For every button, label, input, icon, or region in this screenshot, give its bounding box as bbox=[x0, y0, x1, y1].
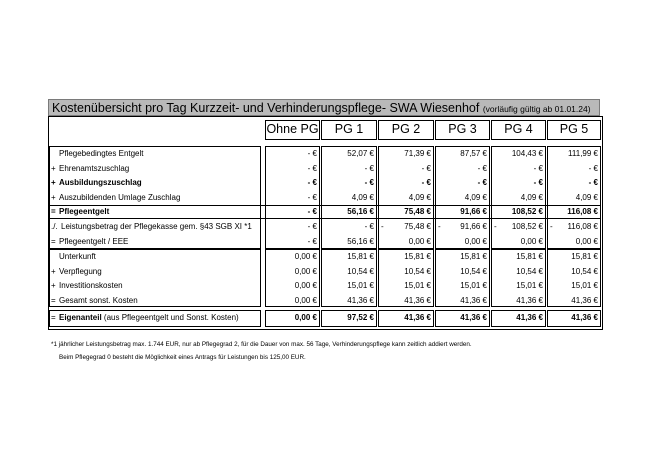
row-operator: + bbox=[51, 178, 56, 188]
value-text: 91,66 € bbox=[460, 207, 487, 217]
table-row bbox=[49, 191, 601, 205]
value-text: 10,54 € bbox=[516, 266, 543, 276]
value-cell bbox=[435, 162, 487, 176]
value-text: - € bbox=[421, 163, 431, 173]
value-text: 111,99 € bbox=[568, 149, 598, 158]
value-cell bbox=[265, 147, 317, 161]
value-cell bbox=[378, 206, 431, 218]
value-cell bbox=[491, 265, 543, 279]
row-label: Pflegebedingtes Entgelt bbox=[59, 149, 144, 158]
value-cell bbox=[378, 235, 431, 249]
table-row bbox=[49, 250, 601, 264]
row-label: Auszubildenden Umlage Zuschlag bbox=[59, 192, 181, 202]
value-cell bbox=[265, 250, 317, 264]
minus-sign: - bbox=[550, 222, 553, 231]
value-cell bbox=[547, 162, 598, 176]
value-text: 15,81 € bbox=[347, 252, 374, 261]
value-cell bbox=[321, 265, 374, 279]
value-cell bbox=[491, 206, 543, 218]
value-cell bbox=[435, 147, 487, 161]
column-header: PG 4 bbox=[491, 120, 546, 140]
value-cell bbox=[547, 250, 598, 264]
column-header: PG 5 bbox=[547, 120, 601, 140]
value-text: 0,00 € bbox=[575, 236, 598, 246]
row-operator: = bbox=[51, 236, 56, 246]
value-cell bbox=[321, 250, 374, 264]
column-header: PG 1 bbox=[321, 120, 377, 140]
table-title bbox=[48, 99, 600, 116]
value-text: - € bbox=[588, 178, 598, 188]
row-label: Gesamt sonst. Kosten bbox=[59, 295, 138, 305]
value-cell bbox=[547, 279, 598, 293]
footnote-2: Beim Pflegegrad 0 besteht die Möglichkeit eines Antrags für Leistungen bis 125,00 EUR. bbox=[59, 354, 306, 361]
value-text: 104,43 € bbox=[511, 149, 543, 158]
value-cell bbox=[321, 206, 374, 218]
value-text: 10,54 € bbox=[404, 266, 431, 276]
table-row bbox=[49, 220, 601, 234]
value-text: 116,08 € bbox=[567, 207, 598, 217]
value-cell bbox=[321, 147, 374, 161]
value-cell bbox=[321, 162, 374, 176]
value-text: 4,09 € bbox=[575, 192, 598, 202]
row-operator: + bbox=[51, 192, 56, 202]
value-text: - € bbox=[364, 178, 374, 188]
value-cell bbox=[491, 250, 543, 264]
value-text: 108,52 € bbox=[511, 207, 543, 217]
value-text: 75,48 € bbox=[404, 207, 431, 217]
value-cell bbox=[321, 279, 374, 293]
value-text: 10,54 € bbox=[571, 266, 598, 276]
row-operator: = bbox=[51, 207, 56, 217]
value-cell bbox=[321, 191, 374, 205]
row-operator: = bbox=[51, 295, 56, 305]
value-text: 0,00 € bbox=[408, 236, 431, 246]
value-cell bbox=[321, 235, 374, 249]
value-cell bbox=[491, 176, 543, 190]
value-text: 0,00 € bbox=[294, 252, 317, 261]
value-text: 4,09 € bbox=[520, 192, 543, 202]
value-cell bbox=[321, 220, 374, 234]
value-cell bbox=[491, 162, 543, 176]
value-cell bbox=[547, 176, 598, 190]
value-text: 75,48 € bbox=[404, 222, 431, 231]
value-text: 15,81 € bbox=[516, 252, 543, 261]
value-cell bbox=[378, 162, 431, 176]
value-cell bbox=[435, 235, 487, 249]
table-row bbox=[49, 279, 601, 293]
value-text: 0,00 € bbox=[294, 281, 317, 291]
title-text: Kostenübersicht pro Tag Kurzzeit- und Verhinderungspflege- SWA Wiesenhof bbox=[52, 101, 480, 115]
row-label: Ausbildungszuschlag bbox=[59, 178, 142, 188]
value-cell bbox=[265, 265, 317, 279]
value-text: - € bbox=[364, 163, 374, 173]
value-text: 15,01 € bbox=[404, 281, 431, 291]
value-text: 15,81 € bbox=[571, 252, 598, 261]
value-cell bbox=[491, 147, 543, 161]
value-cell bbox=[378, 250, 431, 264]
table-row bbox=[49, 162, 601, 176]
value-cell bbox=[435, 265, 487, 279]
value-text: - € bbox=[307, 236, 317, 246]
value-cell bbox=[435, 250, 487, 264]
value-text: 52,07 € bbox=[347, 149, 374, 158]
value-text: - € bbox=[307, 163, 317, 173]
value-text: 4,09 € bbox=[351, 192, 374, 202]
row-operator: + bbox=[51, 163, 56, 173]
value-text: 71,39 € bbox=[404, 149, 431, 158]
column-header: Ohne PG bbox=[265, 120, 320, 140]
footnote-1: *1 jährlicher Leistungsbetrag max. 1.744 EUR, nur ab Pflegegrad 2, für die Dauer von max. 56 Tage, Verhinderungspflege kann zeitlich addiert werden. bbox=[51, 341, 472, 348]
table-row bbox=[49, 265, 601, 279]
total-value-cell: 41,36 € bbox=[516, 313, 543, 322]
value-text: 15,81 € bbox=[460, 252, 487, 261]
value-cell bbox=[547, 191, 598, 205]
value-text: 41,36 € bbox=[347, 295, 374, 305]
value-text: 56,16 € bbox=[347, 236, 374, 246]
value-cell bbox=[547, 206, 598, 218]
value-cell bbox=[321, 176, 374, 190]
value-text: - € bbox=[307, 149, 317, 158]
value-cell bbox=[435, 191, 487, 205]
value-text: 41,36 € bbox=[404, 295, 431, 305]
total-label bbox=[59, 311, 239, 325]
row-operator: = bbox=[51, 313, 56, 322]
total-value-cell: 0,00 € bbox=[294, 313, 317, 322]
value-cell bbox=[435, 279, 487, 293]
value-text: 41,36 € bbox=[460, 295, 487, 305]
value-cell bbox=[491, 235, 543, 249]
value-cell bbox=[547, 220, 598, 234]
value-cell bbox=[265, 162, 317, 176]
value-text: 116,08 € bbox=[567, 222, 598, 231]
value-cell bbox=[321, 294, 374, 308]
table-row bbox=[49, 205, 601, 219]
table-row bbox=[49, 235, 601, 249]
row-label: Verpflegung bbox=[59, 266, 102, 276]
total-value-cell: 97,52 € bbox=[347, 313, 374, 322]
value-cell bbox=[378, 265, 431, 279]
value-cell bbox=[435, 294, 487, 308]
value-text: 15,81 € bbox=[404, 252, 431, 261]
total-label-note: (aus Pflegeentgelt und Sonst. Kosten) bbox=[103, 313, 239, 322]
value-text: 4,09 € bbox=[464, 192, 487, 202]
value-text: 10,54 € bbox=[347, 266, 374, 276]
row-operator: + bbox=[51, 266, 56, 276]
value-cell bbox=[378, 191, 431, 205]
table-row bbox=[49, 294, 601, 308]
value-text: - € bbox=[307, 222, 317, 231]
value-text: - € bbox=[477, 178, 487, 188]
row-label: Pflegeentgelt bbox=[59, 207, 110, 217]
value-cell bbox=[265, 279, 317, 293]
value-text: 0,00 € bbox=[294, 266, 317, 276]
value-cell bbox=[491, 294, 543, 308]
value-cell bbox=[491, 220, 543, 234]
value-cell bbox=[435, 220, 487, 234]
value-text: 4,09 € bbox=[408, 192, 431, 202]
value-text: 0,00 € bbox=[294, 295, 317, 305]
value-text: 10,54 € bbox=[460, 266, 487, 276]
value-text: 108,52 € bbox=[511, 222, 543, 231]
value-text: 91,66 € bbox=[460, 222, 487, 231]
value-text: - € bbox=[533, 163, 543, 173]
row-operator: ./. bbox=[51, 222, 58, 231]
value-text: - € bbox=[307, 178, 317, 188]
value-cell bbox=[547, 294, 598, 308]
minus-sign: - bbox=[381, 222, 384, 231]
value-text: 56,16 € bbox=[347, 207, 374, 217]
minus-sign: - bbox=[438, 222, 441, 231]
row-operator: + bbox=[51, 281, 56, 291]
value-text: 0,00 € bbox=[464, 236, 487, 246]
value-text: 15,01 € bbox=[516, 281, 543, 291]
value-cell bbox=[378, 294, 431, 308]
value-cell bbox=[491, 191, 543, 205]
value-cell bbox=[491, 279, 543, 293]
table-row bbox=[49, 176, 601, 190]
value-text: - € bbox=[421, 178, 431, 188]
value-text: 15,01 € bbox=[571, 281, 598, 291]
value-cell bbox=[265, 220, 317, 234]
value-cell bbox=[265, 191, 317, 205]
total-value-cell: 41,36 € bbox=[460, 313, 487, 322]
value-cell bbox=[265, 206, 317, 218]
value-cell bbox=[265, 294, 317, 308]
value-cell bbox=[265, 176, 317, 190]
value-cell bbox=[435, 176, 487, 190]
total-value-cell: 41,36 € bbox=[404, 313, 431, 322]
table-row bbox=[49, 147, 601, 161]
value-cell bbox=[547, 235, 598, 249]
value-text: 15,01 € bbox=[460, 281, 487, 291]
value-text: - € bbox=[588, 163, 598, 173]
value-cell bbox=[547, 265, 598, 279]
value-cell bbox=[378, 147, 431, 161]
value-text: 41,36 € bbox=[516, 295, 543, 305]
value-cell bbox=[378, 220, 431, 234]
row-label: Unterkunft bbox=[59, 252, 96, 261]
total-row bbox=[49, 311, 601, 325]
value-cell bbox=[378, 279, 431, 293]
value-text: - € bbox=[533, 178, 543, 188]
title-validity: (vorläufig gültig ab 01.01.24) bbox=[482, 104, 591, 114]
column-header: PG 3 bbox=[435, 120, 490, 140]
value-text: - € bbox=[477, 163, 487, 173]
value-text: 87,57 € bbox=[460, 149, 487, 158]
total-label-main: Eigenanteil bbox=[59, 313, 102, 322]
minus-sign: - bbox=[494, 222, 497, 231]
total-value-cell: 41,36 € bbox=[571, 313, 598, 322]
value-text: - € bbox=[364, 222, 374, 231]
value-cell bbox=[378, 176, 431, 190]
value-cell bbox=[547, 147, 598, 161]
row-label: Ehrenamtszuschlag bbox=[59, 163, 130, 173]
value-text: 0,00 € bbox=[520, 236, 543, 246]
value-text: 15,01 € bbox=[347, 281, 374, 291]
value-text: - € bbox=[307, 192, 317, 202]
value-cell bbox=[265, 235, 317, 249]
row-label: Pflegeentgelt / EEE bbox=[59, 236, 129, 246]
column-header: PG 2 bbox=[378, 120, 434, 140]
value-text: - € bbox=[307, 207, 317, 217]
value-text: 41,36 € bbox=[571, 295, 598, 305]
row-label: Leistungsbetrag der Pflegekasse gem. §43 SGB XI *1 bbox=[61, 222, 252, 231]
row-label: Investitionskosten bbox=[59, 281, 123, 291]
value-cell bbox=[435, 206, 487, 218]
